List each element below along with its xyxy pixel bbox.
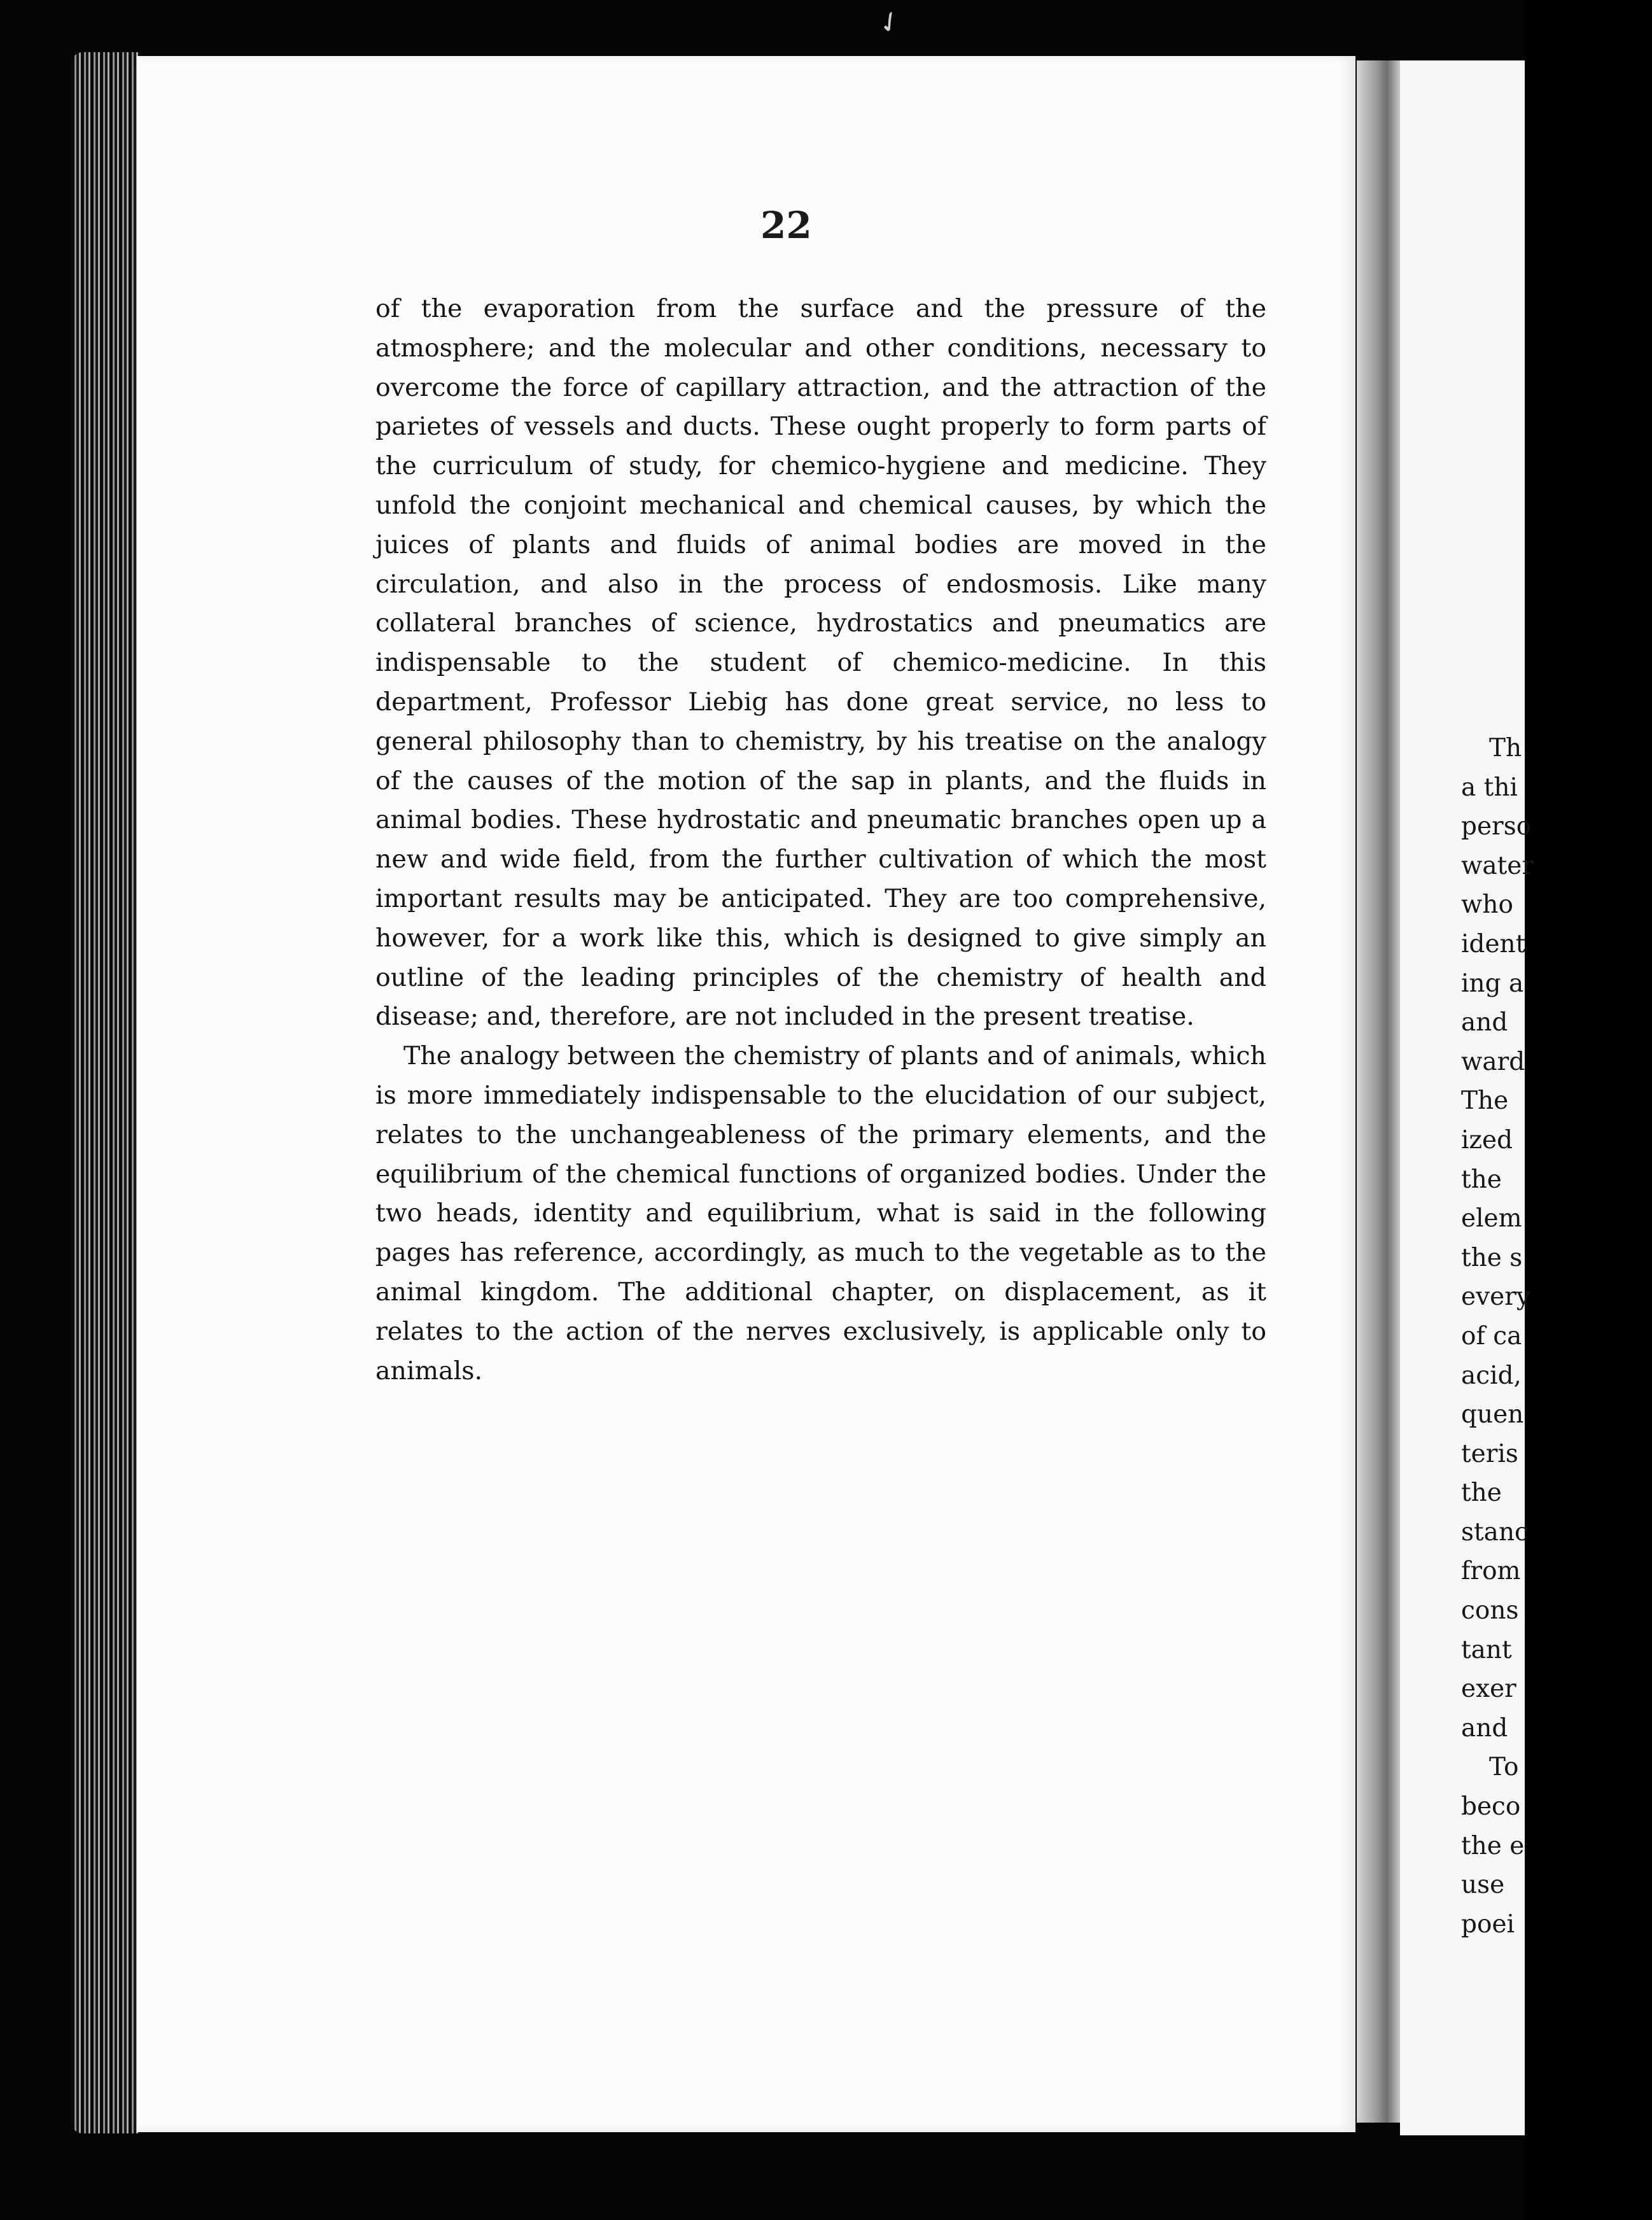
facing-line: Th (1489, 734, 1522, 762)
facing-line: perso (1461, 812, 1532, 841)
facing-line: the (1461, 1165, 1502, 1194)
facing-line: every (1461, 1282, 1530, 1312)
facing-line: the (1461, 1479, 1502, 1508)
facing-line: the s (1461, 1243, 1523, 1272)
facing-line: poei (1461, 1909, 1515, 1939)
facing-line: exer (1461, 1675, 1516, 1704)
facing-line: acid, (1461, 1361, 1522, 1390)
facing-line: the e (1461, 1831, 1525, 1860)
facing-line: quen (1461, 1400, 1524, 1430)
facing-line: teris (1461, 1439, 1518, 1468)
paragraph-1: of the evaporation from the surface and the pressure of the atmosphere; and the molecular and other conditions, necessary to overcome the force of capillary attraction, and the attraction of the parietes of vessels and ducts. These ought properly to form parts of the curriculum of study, for chemico-hygiene and medicine. They unfold the conjoint mechanical and chemical causes, by which the juices of plants and fluids of animal bodies are moved in the circulation, and also in the process of endosmosis. Like many collateral branches of science, hydrostatics and pneumatics are indispensable to the student of chemico-medicine. In this department, Professor Liebig has done great service, no less to general philosophy than to chemistry, by his treatise on the analogy of the causes of the motion of the sap in plants, and the fluids in animal bodies. These hydrostatic and pneumatic branches open up a new and wide field, from the further cultivation of which the most important results may be anticipated. They are too comprehensive, however, for a work like this, which is designed to give simply an outline of the leading principles of the chemistry of health and disease; and, therefore, are not included in the present treatise. (375, 294, 1266, 1032)
facing-page-text (1461, 729, 1652, 1944)
facing-line: ident (1461, 929, 1526, 959)
facing-line: and (1461, 1713, 1508, 1743)
facing-line: ward (1461, 1047, 1525, 1076)
facing-line: tant (1461, 1635, 1512, 1664)
facing-line: cons (1461, 1596, 1519, 1626)
facing-line: ing a (1461, 969, 1524, 998)
facing-page (1400, 60, 1534, 2135)
facing-line: and (1461, 1008, 1508, 1037)
body-text (375, 290, 1266, 1391)
top-ink-mark: ✓ (871, 3, 909, 43)
facing-line: a thi (1461, 773, 1518, 802)
facing-line: from (1461, 1557, 1521, 1586)
facing-line: who (1461, 890, 1513, 920)
facing-line: of ca (1461, 1321, 1522, 1351)
facing-line: use (1461, 1871, 1505, 1900)
facing-line: beco (1461, 1792, 1521, 1822)
facing-line: stanc (1461, 1517, 1529, 1547)
gutter-shadow (1357, 60, 1400, 2123)
facing-line: water (1461, 851, 1534, 880)
facing-line: elem (1461, 1204, 1522, 1233)
paragraph-2: The analogy between the chemistry of plants and of animals, which is more immediately indispensable to the elucidation of our subject, relates to the unchangeableness of the primary elements, and the equilibrium of the chemical functions of organized bodies. Under the two heads, identity and equilibrium, what is said in the following pages has reference, accordingly, as much to the vegetable as to the animal kingdom. The additional chapter, on displacement, as it relates to the action of the nerves exclusively, is applicable only to animals. (375, 1041, 1266, 1386)
facing-line: To (1489, 1753, 1519, 1782)
facing-line: The (1461, 1086, 1509, 1116)
page-number: 22 (760, 204, 812, 247)
facing-line: ized (1461, 1125, 1513, 1155)
page-edge-stack (71, 52, 141, 2133)
